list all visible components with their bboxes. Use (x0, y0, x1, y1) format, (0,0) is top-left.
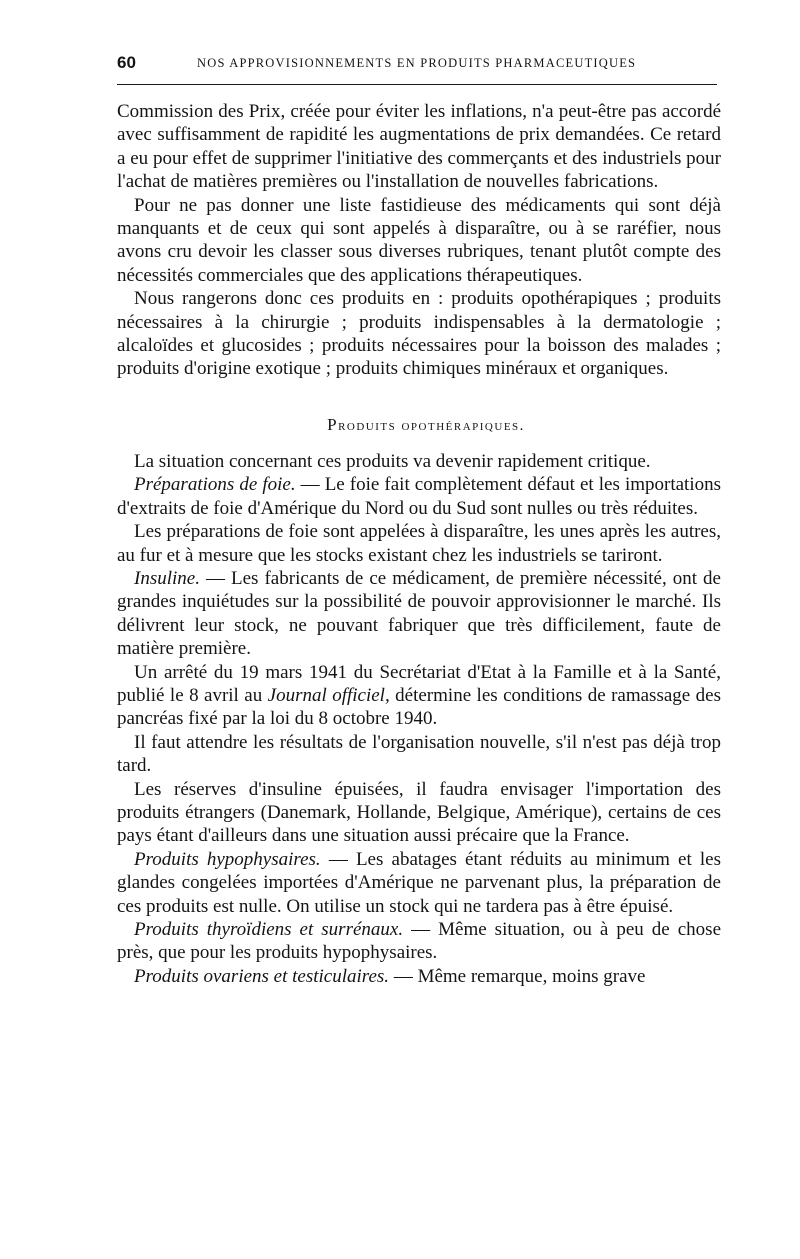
section-paragraph-1 (117, 450, 721, 473)
paragraph-lead: Produits hypophysaires. (134, 848, 321, 870)
paragraph-text: — Les abatages étant réduits au minimum et les glandes congelées importées d'Amérique ne parvenant plus, la préparation de ces produits est nulle. On utilise un stock qui ne tardera pas à être épuisé. (117, 848, 721, 917)
paragraph-1 (117, 100, 721, 194)
paragraph-lead: Insuline. (134, 567, 200, 589)
section-heading-initial: P (327, 414, 339, 434)
header-rule (117, 84, 717, 85)
section-paragraph-thyroidiens (117, 918, 721, 965)
paragraph-text: Commission des Prix, créée pour éviter les inflations, n'a peut-être pas accordé avec suffisamment de rapidité les augmentations de prix demandées. Ce retard a eu pour effet de supprimer l'initiative des commerçants et des industriels pour l'achat de matières premières ou l'installation de nouvelles fabrications. (117, 101, 721, 193)
section-paragraph-6 (117, 731, 721, 778)
paragraph-lead: Produits ovariens et testiculaires. (134, 965, 390, 987)
paragraph-text: Nous rangerons donc ces produits en : produits opothérapiques ; produits nécessaires à la chirurgie ; produits indispensables à la dermatologie ; alcaloïdes et glucosides ; produits nécessaires pour la boisson des malades ; produits d'origine exotique ; produits chimiques minéraux et organiques. (117, 288, 721, 380)
paragraph-text: Un arrêté du 19 mars 1941 du Secrétariat d'Etat à la Famille et à la Santé, publié le 8 avril au (117, 661, 721, 706)
paragraph-text: Les préparations de foie sont appelées à disparaître, les unes après les autres, au fur et à mesure que les stocks existant chez les industriels se tariront. (117, 521, 721, 566)
paragraph-tail: détermine les conditions de ramassage des pancréas fixé par la loi du 8 octobre 1940. (117, 684, 721, 730)
section-paragraph-7 (117, 778, 721, 848)
paragraph-lead: Produits thyroïdiens et surrénaux. (134, 919, 404, 940)
section-heading (117, 415, 721, 436)
page-body (117, 100, 721, 988)
running-head (117, 52, 719, 78)
running-title: NOS APPROVISIONNEMENTS EN PRODUITS PHARMACEUTIQUES (197, 56, 637, 70)
section-heading-rest: roduits opothérapiques. (338, 417, 525, 434)
paragraph-text: Il faut attendre les résultats de l'organisation nouvelle, s'il n'est pas déjà trop tard. (117, 731, 721, 777)
page-number: 60 (117, 53, 136, 72)
paragraph-2 (117, 194, 721, 288)
section-paragraph-arrete (117, 661, 721, 731)
paragraph-text: Les réserves d'insuline épuisées, il faudra envisager l'importation des produits étrangers (Danemark, Hollande, Belgique, Amérique), certains de ces pays étant d'ailleurs dans une situation aussi précaire que la France. (117, 778, 721, 847)
journal-title: Journal officiel, (267, 684, 390, 706)
paragraph-text: Pour ne pas donner une liste fastidieuse des médicaments qui sont déjà manquants et de ceux qui sont appelés à disparaître, ou à se raréfier, nous avons cru devoir les classer sous diverses rubriques, tenant plutôt compte des nécessités commerciales que des applications thérapeutiques. (117, 194, 721, 286)
section-paragraph-ovariens (117, 965, 721, 988)
section-paragraph-insuline (117, 567, 721, 661)
paragraph-text: — Même remarque, moins grave (389, 965, 646, 987)
section-paragraph-foie (117, 473, 721, 520)
paragraph-3 (117, 287, 721, 381)
section-paragraph-3 (117, 520, 721, 567)
paragraph-text: La situation concernant ces produits va devenir rapidement critique. (134, 450, 651, 472)
paragraph-lead: Préparations de foie. (134, 474, 296, 496)
paragraph-text: — Même situation, ou à peu de chose près, que pour les produits hypophysaires. (117, 919, 721, 964)
section-paragraph-hypophysaires (117, 848, 721, 918)
paragraph-text: — Les fabricants de ce médicament, de première nécessité, ont de grandes inquiétudes sur la possibilité de pouvoir approvisionner le marché. Ils délivrent leur stock, ne pouvant fabriquer que très difficilement, faute de matière première. (117, 567, 721, 660)
paragraph-text: — Le foie fait complètement défaut et les importations d'extraits de foie d'Amérique du Nord ou du Sud sont nulles ou très réduites. (117, 474, 721, 519)
